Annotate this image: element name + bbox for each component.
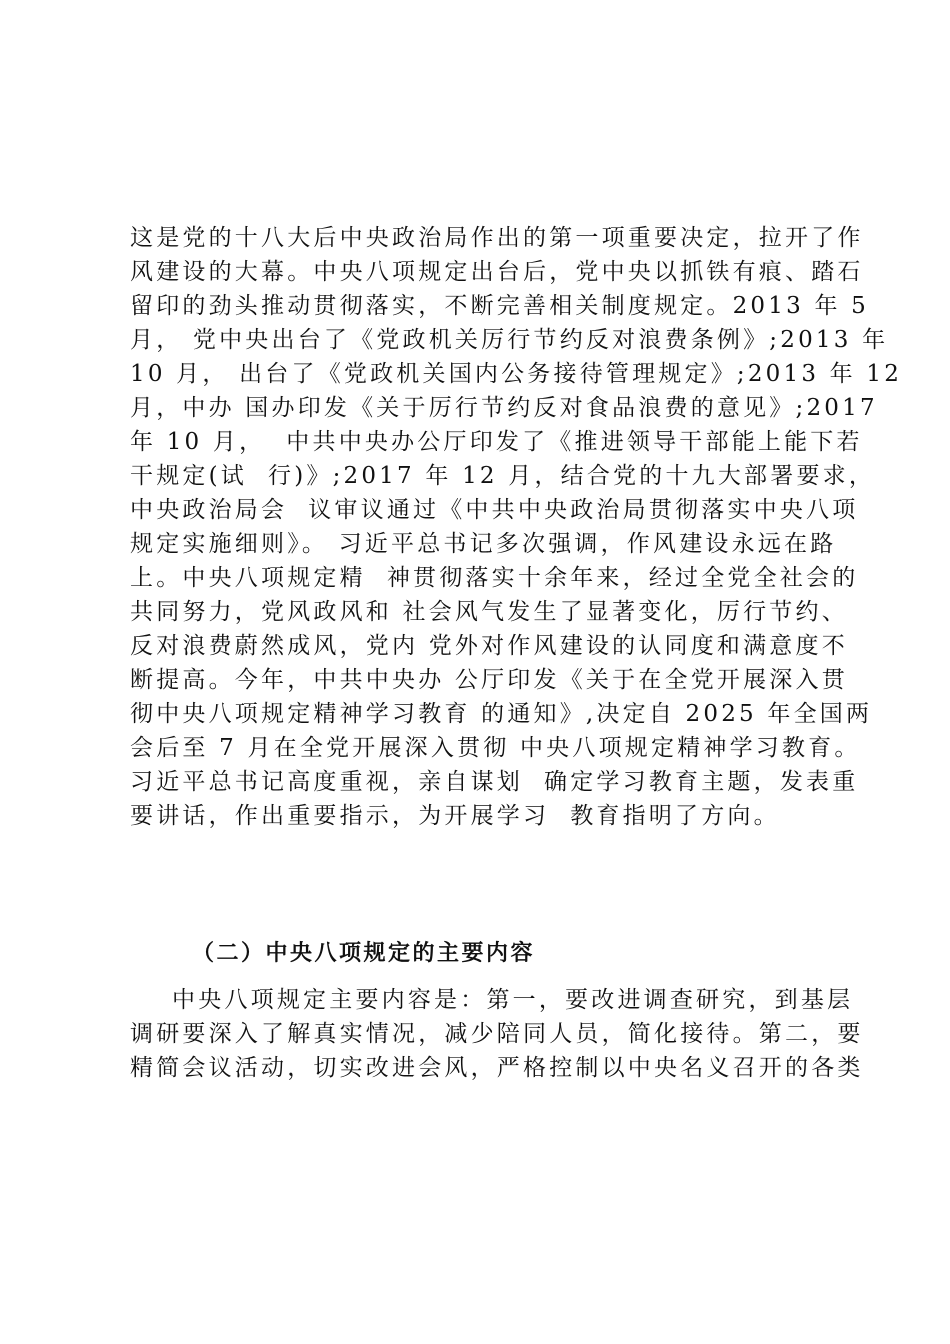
paragraph-line: 习近平总书记高度重视，亲自谋划 确定学习教育主题，发表重 [130, 769, 859, 795]
paragraph-line: 风建设的大幕。中央八项规定出台后，党中央以抓铁有痕、踏石 [130, 259, 864, 285]
paragraph-line: 这是党的十八大后中央政治局作出的第一项重要决定，拉开了作 [130, 225, 864, 251]
paragraph-line: 共同努力，党风政风和 社会风气发生了显著变化，厉行节约、 [130, 599, 848, 625]
paragraph-line: 精简会议活动，切实改进会风，严格控制以中央名义召开的各类 [130, 1055, 864, 1081]
paragraph-line: 断提高。今年，中共中央办 公厅印发《关于在全党开展深入贯 [130, 667, 848, 693]
paragraph-line: 年 10 月， 中共中央办公厅印发了《推进领导干部能上能下若 [130, 429, 863, 455]
paragraph-line: 10 月， 出台了《党政机关国内公务接待管理规定》;2013 年 12 [130, 361, 903, 387]
paragraph-line: 规定实施细则》。 习近平总书记多次强调，作风建设永远在路 [130, 531, 837, 557]
paragraph-line: 留印的劲头推动贯彻落实，不断完善相关制度规定。2013 年 5 [130, 293, 869, 319]
paragraph-line: 月，中办 国办印发《关于厉行节约反对食品浪费的意见》;2017 [130, 395, 878, 421]
paragraph-line: 上。中央八项规定精 神贯彻落实十余年来，经过全党全社会的 [130, 565, 859, 591]
section-heading: （二）中央八项规定的主要内容 [192, 941, 536, 966]
paragraph-line: 调研要深入了解真实情况，减少陪同人员，简化接待。第二，要 [130, 1021, 864, 1047]
paragraph-line: 月， 党中央出台了《党政机关厉行节约反对浪费条例》;2013 年 [130, 327, 889, 353]
paragraph-line: 中央八项规定主要内容是：第一，要改进调查研究，到基层 [130, 987, 854, 1013]
paragraph-line: 中央政治局会 议审议通过《中共中央政治局贯彻落实中央八项 [130, 497, 859, 523]
paragraph-line: 干规定(试 行)》;2017 年 12 月，结合党的十九大部署要求， [130, 463, 876, 489]
paragraph-line: 反对浪费蔚然成风，党内 党外对作风建设的认同度和满意度不 [130, 633, 848, 659]
paragraph-line: 要讲话，作出重要指示，为开展学习 教育指明了方向。 [130, 803, 780, 829]
paragraph-line: 彻中央八项规定精神学习教育 的通知》,决定自 2025 年全国两 [130, 701, 873, 727]
paragraph-line: 会后至 7 月在全党开展深入贯彻 中央八项规定精神学习教育。 [130, 735, 861, 761]
